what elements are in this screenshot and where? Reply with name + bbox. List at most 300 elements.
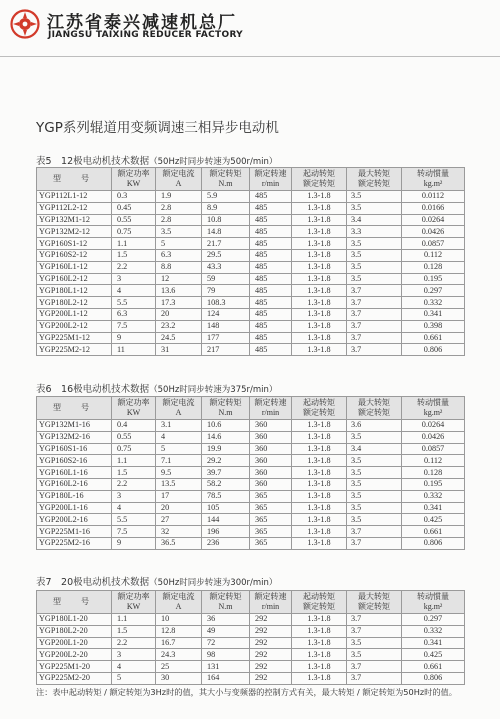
cell-current-a: 17.3 xyxy=(156,297,202,309)
cell-power-kw: 0.4 xyxy=(112,420,156,432)
cell-model: YGP112L2-12 xyxy=(37,202,112,214)
cell-current-a: 12.8 xyxy=(156,625,202,637)
cell-max-torque-ratio: 3.3 xyxy=(347,226,402,238)
table-row xyxy=(37,238,465,250)
table-row xyxy=(37,478,465,490)
cell-inertia: 0.128 xyxy=(402,261,465,273)
column-header-unit: N.m xyxy=(218,602,233,611)
cell-start-torque-ratio: 1.3-1.8 xyxy=(292,649,347,661)
cell-max-torque-ratio: 3.5 xyxy=(347,467,402,479)
cell-inertia: 0.332 xyxy=(402,490,465,502)
column-header-unit: 额定转矩 xyxy=(303,408,335,417)
column-header-unit: 额定转矩 xyxy=(358,602,390,611)
column-header-label: 转动惯量 xyxy=(417,592,449,601)
page-header xyxy=(0,0,500,50)
cell-start-torque-ratio: 1.3-1.8 xyxy=(292,661,347,673)
cell-current-a: 7.1 xyxy=(156,455,202,467)
column-header-label: 转动惯量 xyxy=(417,169,449,178)
cell-max-torque-ratio: 3.4 xyxy=(347,443,402,455)
table-row xyxy=(37,202,465,214)
cell-current-a: 36.5 xyxy=(156,537,202,549)
cell-model: YGP200L1-12 xyxy=(37,308,112,320)
cell-speed-rpm: 365 xyxy=(250,514,292,526)
table-6-caption xyxy=(36,381,277,395)
cell-power-kw: 1.1 xyxy=(112,238,156,250)
cell-max-torque-ratio: 3.5 xyxy=(347,455,402,467)
cell-torque-nm: 29.5 xyxy=(202,249,250,261)
column-header-unit: kg.m² xyxy=(423,408,443,417)
cell-max-torque-ratio: 3.5 xyxy=(347,191,402,203)
cell-speed-rpm: 485 xyxy=(250,249,292,261)
cell-max-torque-ratio: 3.7 xyxy=(347,661,402,673)
column-header-label: 额定转矩 xyxy=(209,169,242,178)
column-header-inertia xyxy=(402,591,465,614)
cell-torque-nm: 108.3 xyxy=(202,297,250,309)
cell-model: YGP112L1-12 xyxy=(37,191,112,203)
cell-power-kw: 7.5 xyxy=(112,320,156,332)
cell-model: YGP225M2-16 xyxy=(37,537,112,549)
cell-current-a: 24.3 xyxy=(156,649,202,661)
cell-speed-rpm: 485 xyxy=(250,344,292,356)
table-7-caption-sub: （50Hz时同步转速为300r/min） xyxy=(149,578,278,588)
cell-speed-rpm: 360 xyxy=(250,467,292,479)
column-header-torque-nm xyxy=(202,168,250,191)
cell-start-torque-ratio: 1.3-1.8 xyxy=(292,202,347,214)
cell-max-torque-ratio: 3.4 xyxy=(347,214,402,226)
cell-model: YGP180L2-20 xyxy=(37,625,112,637)
cell-torque-nm: 8.9 xyxy=(202,202,250,214)
cell-model: YGP160S1-16 xyxy=(37,443,112,455)
cell-max-torque-ratio: 3.7 xyxy=(347,285,402,297)
cell-speed-rpm: 365 xyxy=(250,526,292,538)
cell-speed-rpm: 485 xyxy=(250,238,292,250)
cell-inertia: 0.0264 xyxy=(402,420,465,432)
cell-model: YGP132M1-12 xyxy=(37,214,112,226)
cell-speed-rpm: 360 xyxy=(250,443,292,455)
cell-inertia: 0.661 xyxy=(402,661,465,673)
table-row xyxy=(37,214,465,226)
table-row xyxy=(37,514,465,526)
column-header-unit: 额定转矩 xyxy=(358,408,390,417)
cell-max-torque-ratio: 3.7 xyxy=(347,297,402,309)
cell-model: YGP180L2-12 xyxy=(37,297,112,309)
column-header-unit: r/min xyxy=(261,602,280,611)
table-5-12-pole xyxy=(36,167,465,356)
cell-speed-rpm: 365 xyxy=(250,502,292,514)
cell-speed-rpm: 485 xyxy=(250,273,292,285)
cell-torque-nm: 58.2 xyxy=(202,478,250,490)
table-row xyxy=(37,308,465,320)
column-header-label: 最大转矩 xyxy=(358,169,390,178)
cell-power-kw: 6.3 xyxy=(112,308,156,320)
column-header-speed-rpm xyxy=(250,168,292,191)
column-header-label: 额定功率 xyxy=(117,169,150,178)
cell-power-kw: 3 xyxy=(112,649,156,661)
table-row xyxy=(37,191,465,203)
cell-torque-nm: 10.8 xyxy=(202,214,250,226)
column-header-max-torque-ratio xyxy=(347,168,402,191)
table-row xyxy=(37,332,465,344)
cell-torque-nm: 72 xyxy=(202,637,250,649)
column-header-label: 起动转矩 xyxy=(303,398,335,407)
cell-speed-rpm: 292 xyxy=(250,614,292,626)
cell-power-kw: 0.75 xyxy=(112,443,156,455)
column-header-label: 额定功率 xyxy=(117,592,150,601)
table-5-caption-sub: （50Hz时同步转速为500r/min） xyxy=(149,157,278,167)
cell-power-kw: 2.2 xyxy=(112,637,156,649)
cell-speed-rpm: 292 xyxy=(250,637,292,649)
cell-torque-nm: 105 xyxy=(202,502,250,514)
table-6-caption-sub: （50Hz时同步转速为375r/min） xyxy=(149,385,278,395)
cell-start-torque-ratio: 1.3-1.8 xyxy=(292,478,347,490)
column-header-max-torque-ratio xyxy=(347,397,402,420)
cell-speed-rpm: 365 xyxy=(250,490,292,502)
table-row xyxy=(37,344,465,356)
column-header-power-kw xyxy=(112,168,156,191)
cell-inertia: 0.0112 xyxy=(402,191,465,203)
cell-speed-rpm: 292 xyxy=(250,625,292,637)
table-row xyxy=(37,273,465,285)
page-title: YGP系列辊道用变频调速三相异步电动机 xyxy=(36,120,279,136)
cell-power-kw: 2.2 xyxy=(112,478,156,490)
table-row xyxy=(37,261,465,273)
cell-torque-nm: 78.5 xyxy=(202,490,250,502)
cell-max-torque-ratio: 3.7 xyxy=(347,537,402,549)
column-header-unit: KW xyxy=(126,408,141,417)
cell-current-a: 3.5 xyxy=(156,226,202,238)
cell-torque-nm: 43.3 xyxy=(202,261,250,273)
cell-inertia: 0.128 xyxy=(402,467,465,479)
column-header-unit: kg.m² xyxy=(423,179,443,188)
cell-model: YGP132M1-16 xyxy=(37,420,112,432)
column-header-inertia xyxy=(402,168,465,191)
cell-max-torque-ratio: 3.5 xyxy=(347,273,402,285)
cell-current-a: 30 xyxy=(156,672,202,684)
cell-max-torque-ratio: 3.7 xyxy=(347,526,402,538)
cell-torque-nm: 29.2 xyxy=(202,455,250,467)
cell-model: YGP200L2-12 xyxy=(37,320,112,332)
cell-current-a: 31 xyxy=(156,344,202,356)
table-row xyxy=(37,297,465,309)
cell-current-a: 27 xyxy=(156,514,202,526)
cell-inertia: 0.806 xyxy=(402,537,465,549)
column-header-power-kw xyxy=(112,397,156,420)
cell-inertia: 0.661 xyxy=(402,526,465,538)
cell-torque-nm: 19.9 xyxy=(202,443,250,455)
column-header-current-a xyxy=(156,591,202,614)
cell-power-kw: 1.5 xyxy=(112,249,156,261)
cell-current-a: 5 xyxy=(156,443,202,455)
cell-max-torque-ratio: 3.5 xyxy=(347,202,402,214)
column-header-unit: A xyxy=(175,408,182,417)
cell-current-a: 20 xyxy=(156,308,202,320)
column-header-label: 额定转矩 xyxy=(209,398,242,407)
table-6-16-pole xyxy=(36,396,465,550)
column-header-start-torque-ratio xyxy=(292,591,347,614)
column-header-speed-rpm xyxy=(250,591,292,614)
cell-speed-rpm: 485 xyxy=(250,226,292,238)
cell-torque-nm: 144 xyxy=(202,514,250,526)
cell-model: YGP200L1-20 xyxy=(37,637,112,649)
cell-start-torque-ratio: 1.3-1.8 xyxy=(292,297,347,309)
table-header-row xyxy=(37,397,465,420)
cell-torque-nm: 14.6 xyxy=(202,431,250,443)
table-row xyxy=(37,537,465,549)
column-header-max-torque-ratio xyxy=(347,591,402,614)
cell-torque-nm: 164 xyxy=(202,672,250,684)
cell-inertia: 0.332 xyxy=(402,297,465,309)
cell-start-torque-ratio: 1.3-1.8 xyxy=(292,431,347,443)
cell-power-kw: 0.3 xyxy=(112,191,156,203)
cell-power-kw: 1.1 xyxy=(112,614,156,626)
cell-power-kw: 4 xyxy=(112,661,156,673)
column-header-unit: r/min xyxy=(261,179,280,188)
column-header-unit: r/min xyxy=(261,408,280,417)
column-header-unit: 额定转矩 xyxy=(303,179,335,188)
column-header-unit: kg.m² xyxy=(423,602,443,611)
column-header-model xyxy=(37,591,112,614)
cell-inertia: 0.0264 xyxy=(402,214,465,226)
column-header-label: 起动转矩 xyxy=(303,592,335,601)
cell-speed-rpm: 485 xyxy=(250,261,292,273)
table-row xyxy=(37,526,465,538)
cell-start-torque-ratio: 1.3-1.8 xyxy=(292,455,347,467)
column-header-label: 最大转矩 xyxy=(358,398,390,407)
cell-torque-nm: 124 xyxy=(202,308,250,320)
cell-current-a: 8.8 xyxy=(156,261,202,273)
cell-max-torque-ratio: 3.5 xyxy=(347,514,402,526)
cell-inertia: 0.806 xyxy=(402,344,465,356)
table-row xyxy=(37,467,465,479)
column-header-label: 额定转速 xyxy=(254,592,287,601)
table-row xyxy=(37,625,465,637)
cell-current-a: 16.7 xyxy=(156,637,202,649)
column-header-label: 型 号 xyxy=(53,174,95,183)
cell-max-torque-ratio: 3.5 xyxy=(347,431,402,443)
table-header-row xyxy=(37,591,465,614)
cell-speed-rpm: 485 xyxy=(250,285,292,297)
table-row xyxy=(37,661,465,673)
cell-power-kw: 4 xyxy=(112,285,156,297)
cell-current-a: 32 xyxy=(156,526,202,538)
column-header-label: 额定电流 xyxy=(162,169,195,178)
cell-power-kw: 4 xyxy=(112,502,156,514)
table-6-caption-main: 表6 16极电动机技术数据 xyxy=(36,384,150,395)
column-header-torque-nm xyxy=(202,397,250,420)
column-header-label: 型 号 xyxy=(53,597,95,606)
table-row xyxy=(37,637,465,649)
cell-speed-rpm: 485 xyxy=(250,297,292,309)
table-row xyxy=(37,649,465,661)
cell-speed-rpm: 360 xyxy=(250,431,292,443)
cell-max-torque-ratio: 3.5 xyxy=(347,261,402,273)
cell-current-a: 3.1 xyxy=(156,420,202,432)
cell-current-a: 9.5 xyxy=(156,467,202,479)
cell-speed-rpm: 360 xyxy=(250,420,292,432)
column-header-unit: A xyxy=(175,179,182,188)
cell-max-torque-ratio: 3.7 xyxy=(347,308,402,320)
cell-power-kw: 5 xyxy=(112,672,156,684)
cell-model: YGP160S2-16 xyxy=(37,455,112,467)
cell-start-torque-ratio: 1.3-1.8 xyxy=(292,514,347,526)
cell-inertia: 0.112 xyxy=(402,249,465,261)
column-header-start-torque-ratio xyxy=(292,168,347,191)
table-row xyxy=(37,285,465,297)
column-header-power-kw xyxy=(112,591,156,614)
cell-start-torque-ratio: 1.3-1.8 xyxy=(292,344,347,356)
cell-max-torque-ratio: 3.5 xyxy=(347,637,402,649)
cell-model: YGP180L-16 xyxy=(37,490,112,502)
column-header-label: 额定转矩 xyxy=(209,592,242,601)
cell-torque-nm: 131 xyxy=(202,661,250,673)
cell-torque-nm: 217 xyxy=(202,344,250,356)
cell-start-torque-ratio: 1.3-1.8 xyxy=(292,526,347,538)
cell-start-torque-ratio: 1.3-1.8 xyxy=(292,637,347,649)
table-row xyxy=(37,226,465,238)
table-row xyxy=(37,614,465,626)
cell-power-kw: 5.5 xyxy=(112,514,156,526)
cell-power-kw: 7.5 xyxy=(112,526,156,538)
cell-power-kw: 1.5 xyxy=(112,625,156,637)
cell-current-a: 10 xyxy=(156,614,202,626)
cell-inertia: 0.0857 xyxy=(402,443,465,455)
cell-max-torque-ratio: 3.5 xyxy=(347,649,402,661)
cell-speed-rpm: 485 xyxy=(250,191,292,203)
cell-torque-nm: 177 xyxy=(202,332,250,344)
cell-start-torque-ratio: 1.3-1.8 xyxy=(292,625,347,637)
cell-power-kw: 0.55 xyxy=(112,214,156,226)
cell-power-kw: 11 xyxy=(112,344,156,356)
cell-speed-rpm: 292 xyxy=(250,672,292,684)
cell-model: YGP225M1-20 xyxy=(37,661,112,673)
cell-start-torque-ratio: 1.3-1.8 xyxy=(292,191,347,203)
cell-current-a: 6.3 xyxy=(156,249,202,261)
cell-model: YGP160S1-12 xyxy=(37,238,112,250)
cell-speed-rpm: 485 xyxy=(250,332,292,344)
cell-max-torque-ratio: 3.5 xyxy=(347,478,402,490)
cell-speed-rpm: 485 xyxy=(250,320,292,332)
cell-model: YGP132M2-12 xyxy=(37,226,112,238)
table-7-20-pole xyxy=(36,590,465,685)
cell-start-torque-ratio: 1.3-1.8 xyxy=(292,467,347,479)
column-header-current-a xyxy=(156,168,202,191)
cell-speed-rpm: 292 xyxy=(250,649,292,661)
cell-max-torque-ratio: 3.6 xyxy=(347,420,402,432)
cell-power-kw: 9 xyxy=(112,332,156,344)
cell-inertia: 0.341 xyxy=(402,637,465,649)
cell-model: YGP200L1-16 xyxy=(37,502,112,514)
cell-current-a: 17 xyxy=(156,490,202,502)
cell-torque-nm: 236 xyxy=(202,537,250,549)
company-name-cn: 江苏省泰兴减速机总厂 xyxy=(47,13,237,33)
column-header-speed-rpm xyxy=(250,397,292,420)
column-header-label: 额定电流 xyxy=(162,398,195,407)
cell-torque-nm: 10.6 xyxy=(202,420,250,432)
cell-max-torque-ratio: 3.5 xyxy=(347,238,402,250)
column-header-unit: N.m xyxy=(218,179,233,188)
column-header-model xyxy=(37,397,112,420)
table-row xyxy=(37,490,465,502)
cell-torque-nm: 39.7 xyxy=(202,467,250,479)
cell-start-torque-ratio: 1.3-1.8 xyxy=(292,672,347,684)
cell-inertia: 0.112 xyxy=(402,455,465,467)
column-header-unit: KW xyxy=(126,179,141,188)
cell-current-a: 1.9 xyxy=(156,191,202,203)
cell-power-kw: 0.55 xyxy=(112,431,156,443)
cell-start-torque-ratio: 1.3-1.8 xyxy=(292,214,347,226)
table-row xyxy=(37,420,465,432)
cell-model: YGP180L1-20 xyxy=(37,614,112,626)
cell-max-torque-ratio: 3.7 xyxy=(347,332,402,344)
cell-max-torque-ratio: 3.7 xyxy=(347,672,402,684)
cell-inertia: 0.195 xyxy=(402,478,465,490)
cell-current-a: 12 xyxy=(156,273,202,285)
cell-current-a: 2.8 xyxy=(156,202,202,214)
cell-model: YGP160L2-16 xyxy=(37,478,112,490)
cell-current-a: 5 xyxy=(156,238,202,250)
cell-inertia: 0.341 xyxy=(402,308,465,320)
cell-model: YGP180L1-12 xyxy=(37,285,112,297)
cell-inertia: 0.195 xyxy=(402,273,465,285)
table-7-caption xyxy=(36,574,277,588)
column-header-label: 转动惯量 xyxy=(417,398,449,407)
column-header-label: 最大转矩 xyxy=(358,592,390,601)
cell-inertia: 0.0426 xyxy=(402,226,465,238)
table-row xyxy=(37,320,465,332)
cell-inertia: 0.341 xyxy=(402,502,465,514)
cell-start-torque-ratio: 1.3-1.8 xyxy=(292,226,347,238)
cell-model: YGP160S2-12 xyxy=(37,249,112,261)
cell-model: YGP160L1-12 xyxy=(37,261,112,273)
cell-start-torque-ratio: 1.3-1.8 xyxy=(292,537,347,549)
column-header-unit: A xyxy=(175,602,182,611)
cell-max-torque-ratio: 3.7 xyxy=(347,614,402,626)
cell-current-a: 24.5 xyxy=(156,332,202,344)
cell-current-a: 23.2 xyxy=(156,320,202,332)
cell-start-torque-ratio: 1.3-1.8 xyxy=(292,261,347,273)
cell-power-kw: 3 xyxy=(112,273,156,285)
cell-start-torque-ratio: 1.3-1.8 xyxy=(292,273,347,285)
table-header-row xyxy=(37,168,465,191)
cell-torque-nm: 49 xyxy=(202,625,250,637)
cell-start-torque-ratio: 1.3-1.8 xyxy=(292,285,347,297)
cell-torque-nm: 79 xyxy=(202,285,250,297)
cell-power-kw: 1.1 xyxy=(112,455,156,467)
table-row xyxy=(37,443,465,455)
cell-model: YGP225M2-12 xyxy=(37,344,112,356)
cell-max-torque-ratio: 3.5 xyxy=(347,249,402,261)
cell-inertia: 0.661 xyxy=(402,332,465,344)
cell-current-a: 13.5 xyxy=(156,478,202,490)
cell-model: YGP225M2-20 xyxy=(37,672,112,684)
cell-inertia: 0.398 xyxy=(402,320,465,332)
cell-speed-rpm: 365 xyxy=(250,537,292,549)
cell-model: YGP225M1-16 xyxy=(37,526,112,538)
cell-torque-nm: 5.9 xyxy=(202,191,250,203)
table-row xyxy=(37,672,465,684)
cell-inertia: 0.332 xyxy=(402,625,465,637)
cell-max-torque-ratio: 3.5 xyxy=(347,502,402,514)
cell-power-kw: 3 xyxy=(112,490,156,502)
cell-current-a: 13.6 xyxy=(156,285,202,297)
table-row xyxy=(37,431,465,443)
cell-speed-rpm: 485 xyxy=(250,308,292,320)
cell-power-kw: 2.2 xyxy=(112,261,156,273)
cell-power-kw: 0.45 xyxy=(112,202,156,214)
cell-torque-nm: 148 xyxy=(202,320,250,332)
cell-inertia: 0.297 xyxy=(402,285,465,297)
cell-power-kw: 5.5 xyxy=(112,297,156,309)
